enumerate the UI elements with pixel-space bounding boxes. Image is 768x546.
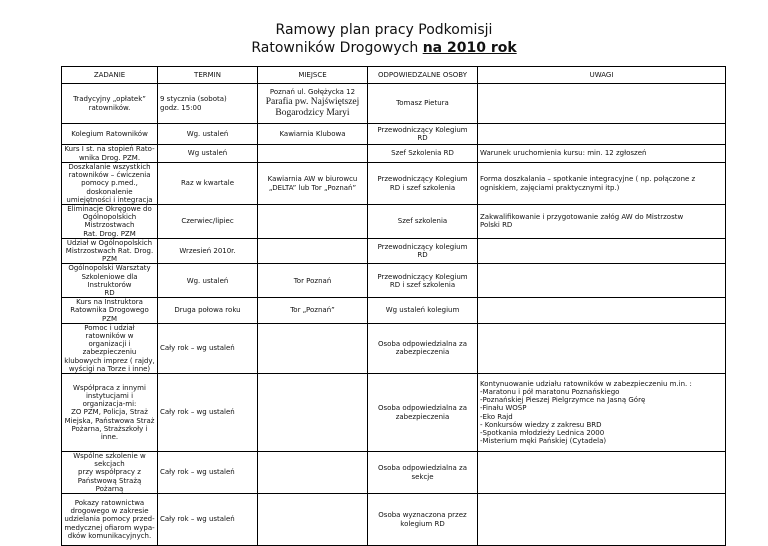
cell-osoby: Wg ustaleń kolegium — [368, 298, 478, 324]
cell-osoby: Osoba odpowiedzialna za sekcje — [368, 452, 478, 494]
cell-uwagi — [478, 452, 726, 494]
cell-osoby: Osoba odpowiedzialna za zabezpieczenia — [368, 374, 478, 452]
cell-termin: Czerwiec/lipiec — [158, 205, 258, 239]
plan-table — [61, 66, 726, 546]
cell-termin: 9 stycznia (sobota) godz. 15:00 — [158, 84, 258, 124]
table-row — [62, 84, 726, 124]
cell-zadanie: Kurs I st. na stopień Rato- wnika Drog. PZM. — [62, 145, 158, 163]
table-row — [62, 494, 726, 546]
document-subtitle — [0, 40, 768, 57]
header-termin: TERMIN — [158, 67, 258, 84]
cell-zadanie: Pokazy ratownictwa drogowego w zakresie udzielania pomocy przed- medycznej ofiarom wypa- dków komunikacyjnych. — [62, 494, 158, 546]
table-row — [62, 264, 726, 298]
cell-uwagi — [478, 238, 726, 264]
cell-osoby: Szef szkolenia — [368, 205, 478, 239]
cell-termin: Cały rok – wg ustaleń — [158, 452, 258, 494]
cell-zadanie: Eliminacje Okręgowe do Ogólnopolskich Mistrzostwach Rat. Drog. PZM — [62, 205, 158, 239]
cell-zadanie: Wspólne szkolenie w sekcjach przy współpracy z Państwową Strażą Pożarną — [62, 452, 158, 494]
cell-miejsce — [258, 323, 368, 373]
table-row — [62, 163, 726, 205]
table-row — [62, 374, 726, 452]
subtitle-year: na 2010 rok — [422, 40, 517, 56]
cell-termin: Raz w kwartale — [158, 163, 258, 205]
cell-miejsce — [258, 205, 368, 239]
cell-zadanie: Udział w Ogólnopolskich Mistrzostwach Rat. Drog. PZM — [62, 238, 158, 264]
cell-zadanie: Kurs na Instruktora Ratownika Drogowego PZM — [62, 298, 158, 324]
cell-termin: Cały rok – wg ustaleń — [158, 323, 258, 373]
miejsce-address: Poznań ul. Gołężycka 12 — [269, 88, 356, 97]
cell-osoby: Osoba odpowiedzialna za zabezpieczenia — [368, 323, 478, 373]
cell-uwagi: Zakwalifikowanie i przygotowanie załóg AW do Mistrzostw Polski RD — [478, 205, 726, 239]
cell-uwagi: Kontynuowanie udziału ratowników w zabezpieczeniu m.in. : -Maratonu i pół maratonu Poznańskiego -Poznańskiej Pieszej Pielgrzymce na Jasną Górę -Finału WOŚP -Eko Rajd - Konkursów wiedzy z zakresu BRD -Spotkania młodzieży Lednica 2000 -Misterium męki Pańskiej (Cytadela) — [478, 374, 726, 452]
table-header-row — [62, 67, 726, 84]
cell-uwagi — [478, 124, 726, 145]
table-row — [62, 452, 726, 494]
cell-zadanie: Współpraca z innymi instytucjami i organizacja-mi: ZO PZM, Policja, Straż Miejska, Państwowa Straż Pożarna, Straższkoły i inne. — [62, 374, 158, 452]
cell-zadanie: Kolegium Ratowników — [62, 124, 158, 145]
cell-miejsce — [258, 238, 368, 264]
cell-uwagi — [478, 298, 726, 324]
cell-osoby: Szef Szkolenia RD — [368, 145, 478, 163]
cell-uwagi: Warunek uruchomienia kursu: min. 12 zgłoszeń — [478, 145, 726, 163]
cell-miejsce — [258, 84, 368, 124]
subtitle-text: Ratowników Drogowych — [251, 40, 423, 56]
cell-miejsce — [258, 494, 368, 546]
cell-osoby: Przewodniczący kolegium RD — [368, 238, 478, 264]
cell-osoby: Przewodniczący Kolegium RD — [368, 124, 478, 145]
header-uwagi: UWAGI — [478, 67, 726, 84]
cell-uwagi — [478, 84, 726, 124]
document-title: Ramowy plan pracy Podkomisji — [275, 22, 493, 38]
table-row — [62, 205, 726, 239]
cell-osoby: Tomasz Pietura — [368, 84, 478, 124]
cell-miejsce — [258, 145, 368, 163]
table-row — [62, 145, 726, 163]
cell-osoby: Osoba wyznaczona przez kolegium RD — [368, 494, 478, 546]
cell-termin: Druga połowa roku — [158, 298, 258, 324]
cell-osoby: Przewodniczący Kolegium RD i szef szkolenia — [368, 264, 478, 298]
cell-uwagi: Forma doszkalania – spotkanie integracyjne ( np. połączone z ogniskiem, zajęciami praktycznymi itp.) — [478, 163, 726, 205]
cell-termin: Cały rok – wg ustaleń — [158, 494, 258, 546]
cell-miejsce: Tor Poznań — [258, 264, 368, 298]
cell-uwagi — [478, 264, 726, 298]
cell-zadanie: Tradycyjny „opłatek” ratowników. — [62, 84, 158, 124]
cell-miejsce: Kawiarnia AW w biurowcu „DELTA” lub Tor „Poznań” — [258, 163, 368, 205]
cell-zadanie: Ogólnopolski Warsztaty Szkoleniowe dla Instruktorów RD — [62, 264, 158, 298]
header-miejsce: MIEJSCE — [258, 67, 368, 84]
table-row — [62, 238, 726, 264]
cell-miejsce — [258, 452, 368, 494]
cell-osoby: Przewodniczący Kolegium RD i szef szkolenia — [368, 163, 478, 205]
header-osoby: ODPOWIEDZALNE OSOBY — [368, 67, 478, 84]
cell-termin: Wg. ustaleń — [158, 124, 258, 145]
header-zadanie: ZADANIE — [62, 67, 158, 84]
table-row — [62, 323, 726, 373]
table-row — [62, 298, 726, 324]
cell-zadanie: Pomoc i udział ratowników w organizacji i zabezpieczeniu klubowych imprez ( rajdy, wyścigi na Torze i inne) — [62, 323, 158, 373]
cell-termin: Cały rok – wg ustaleń — [158, 374, 258, 452]
cell-termin: Wg ustaleń — [158, 145, 258, 163]
cell-zadanie: Doszkalanie wszystkich ratowników – ćwiczenia pomocy p.med., doskonalenie umiejętności i integracja — [62, 163, 158, 205]
cell-termin: Wg. ustaleń — [158, 264, 258, 298]
cell-uwagi — [478, 494, 726, 546]
cell-miejsce — [258, 374, 368, 452]
cell-uwagi — [478, 323, 726, 373]
table-row — [62, 124, 726, 145]
cell-termin: Wrzesień 2010r. — [158, 238, 258, 264]
cell-miejsce: Tor „Poznań” — [258, 298, 368, 324]
miejsce-parish: Parafia pw. Najświętszej Bogarodzicy Maryi — [265, 96, 360, 118]
cell-miejsce: Kawiarnia Klubowa — [258, 124, 368, 145]
